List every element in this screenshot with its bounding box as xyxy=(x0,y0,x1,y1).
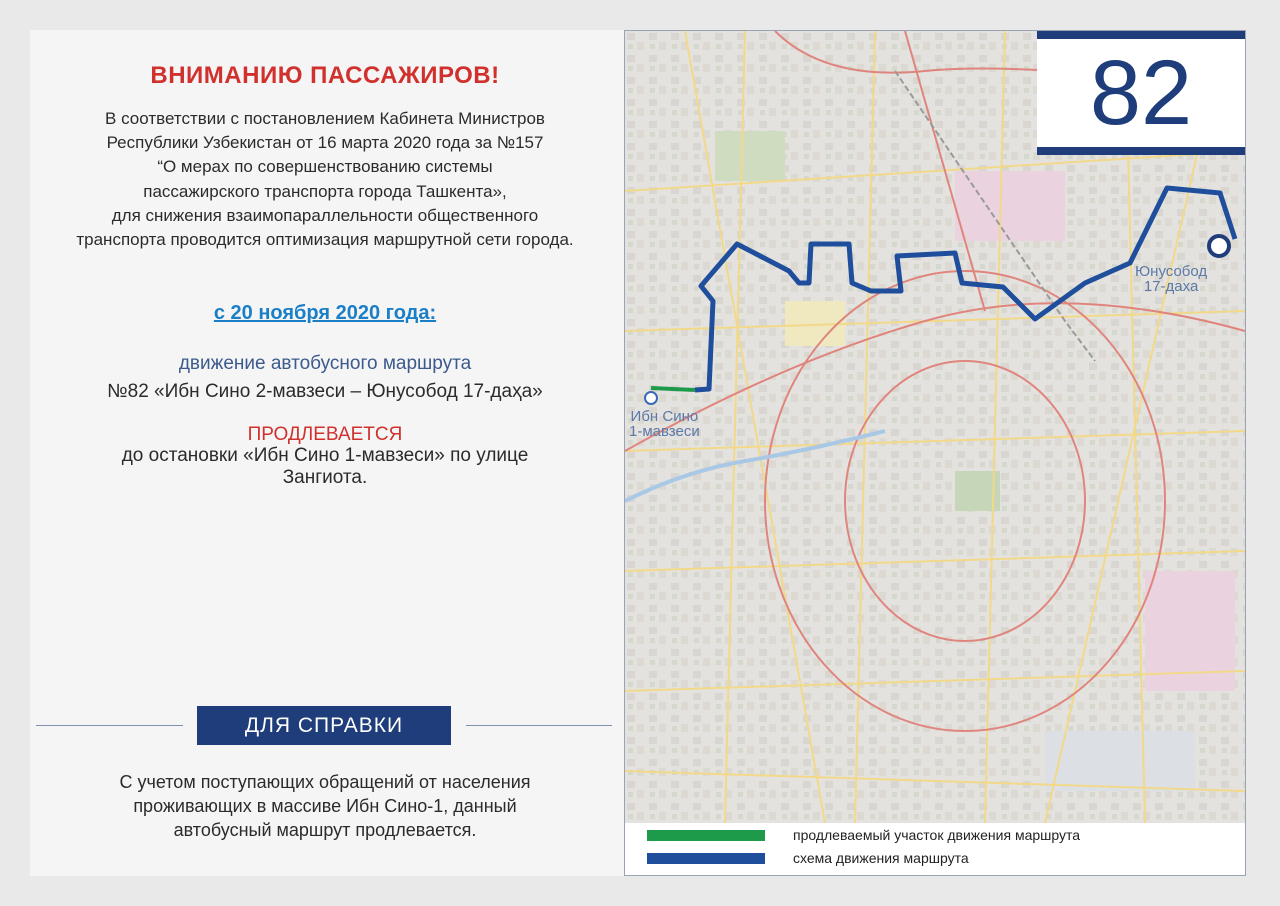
intro-line: Республики Узбекистан от 16 марта 2020 года за №157 xyxy=(106,133,544,153)
legend-label-route: схема движения маршрута xyxy=(793,850,969,866)
legend-swatch-route xyxy=(647,853,765,864)
zone-area xyxy=(955,171,1065,241)
airport-area xyxy=(1045,731,1195,791)
extension-line: Зангиота. xyxy=(282,467,368,488)
stop-label-line: 1-мавзеси xyxy=(629,423,700,440)
extended-label: ПРОДЛЕВАЕТСЯ xyxy=(247,424,403,445)
extension-description xyxy=(30,445,620,489)
legend-swatch-extension xyxy=(647,830,765,841)
effective-date: с 20 ноября 2020 года: xyxy=(213,302,437,324)
route-number-badge: 82 xyxy=(1037,31,1245,155)
reference-text xyxy=(30,770,620,842)
route-description: №82 «Ибн Сино 2-мавзеси – Юнусобод 17-даҳа» xyxy=(107,381,543,402)
intro-line: В соответствии с постановлением Кабинета Министров xyxy=(105,109,545,128)
route-map xyxy=(624,30,1246,876)
reference-line: автобусный маршрут продлевается. xyxy=(173,820,477,840)
map-legend xyxy=(625,823,1245,875)
reference-line: проживающих в массиве Ибн Сино-1, данный xyxy=(133,796,517,816)
divider-left xyxy=(36,725,183,726)
notice-sheet xyxy=(30,30,1246,876)
notice-headline: ВНИМАНИЮ ПАССАЖИРОВ! xyxy=(150,62,500,89)
stop-marker-east xyxy=(1209,236,1229,256)
intro-line: для снижения взаимопараллельности общественного xyxy=(111,205,539,225)
intro-line: транспорта проводится оптимизация маршрутной сети города. xyxy=(76,230,574,250)
stop-label-line: Юнусобод xyxy=(1135,263,1208,280)
stop-label-east xyxy=(1135,264,1207,294)
reference-title: ДЛЯ СПРАВКИ xyxy=(197,706,451,745)
notice-panel xyxy=(30,30,620,876)
movement-label: движение автобусного маршрута xyxy=(178,353,472,374)
intro-line: пассажирского транспорта города Ташкента», xyxy=(143,181,507,201)
extension-segment xyxy=(651,388,695,390)
extension-line: до остановки «Ибн Сино 1-мавзеси» по улице xyxy=(121,445,529,466)
stop-label-line: 17-даха xyxy=(1143,278,1199,295)
intro-line: “О мерах по совершенствованию системы xyxy=(157,157,493,177)
legend-label-extension: продлеваемый участок движения маршрута xyxy=(793,827,1081,843)
park-area xyxy=(715,131,785,181)
stop-label-west xyxy=(629,409,700,439)
stop-marker-west xyxy=(645,392,657,404)
notice-intro xyxy=(30,107,620,252)
stop-label-line: Ибн Сино xyxy=(630,408,699,425)
reference-line: С учетом поступающих обращений от населения xyxy=(119,772,531,792)
divider-right xyxy=(466,725,612,726)
